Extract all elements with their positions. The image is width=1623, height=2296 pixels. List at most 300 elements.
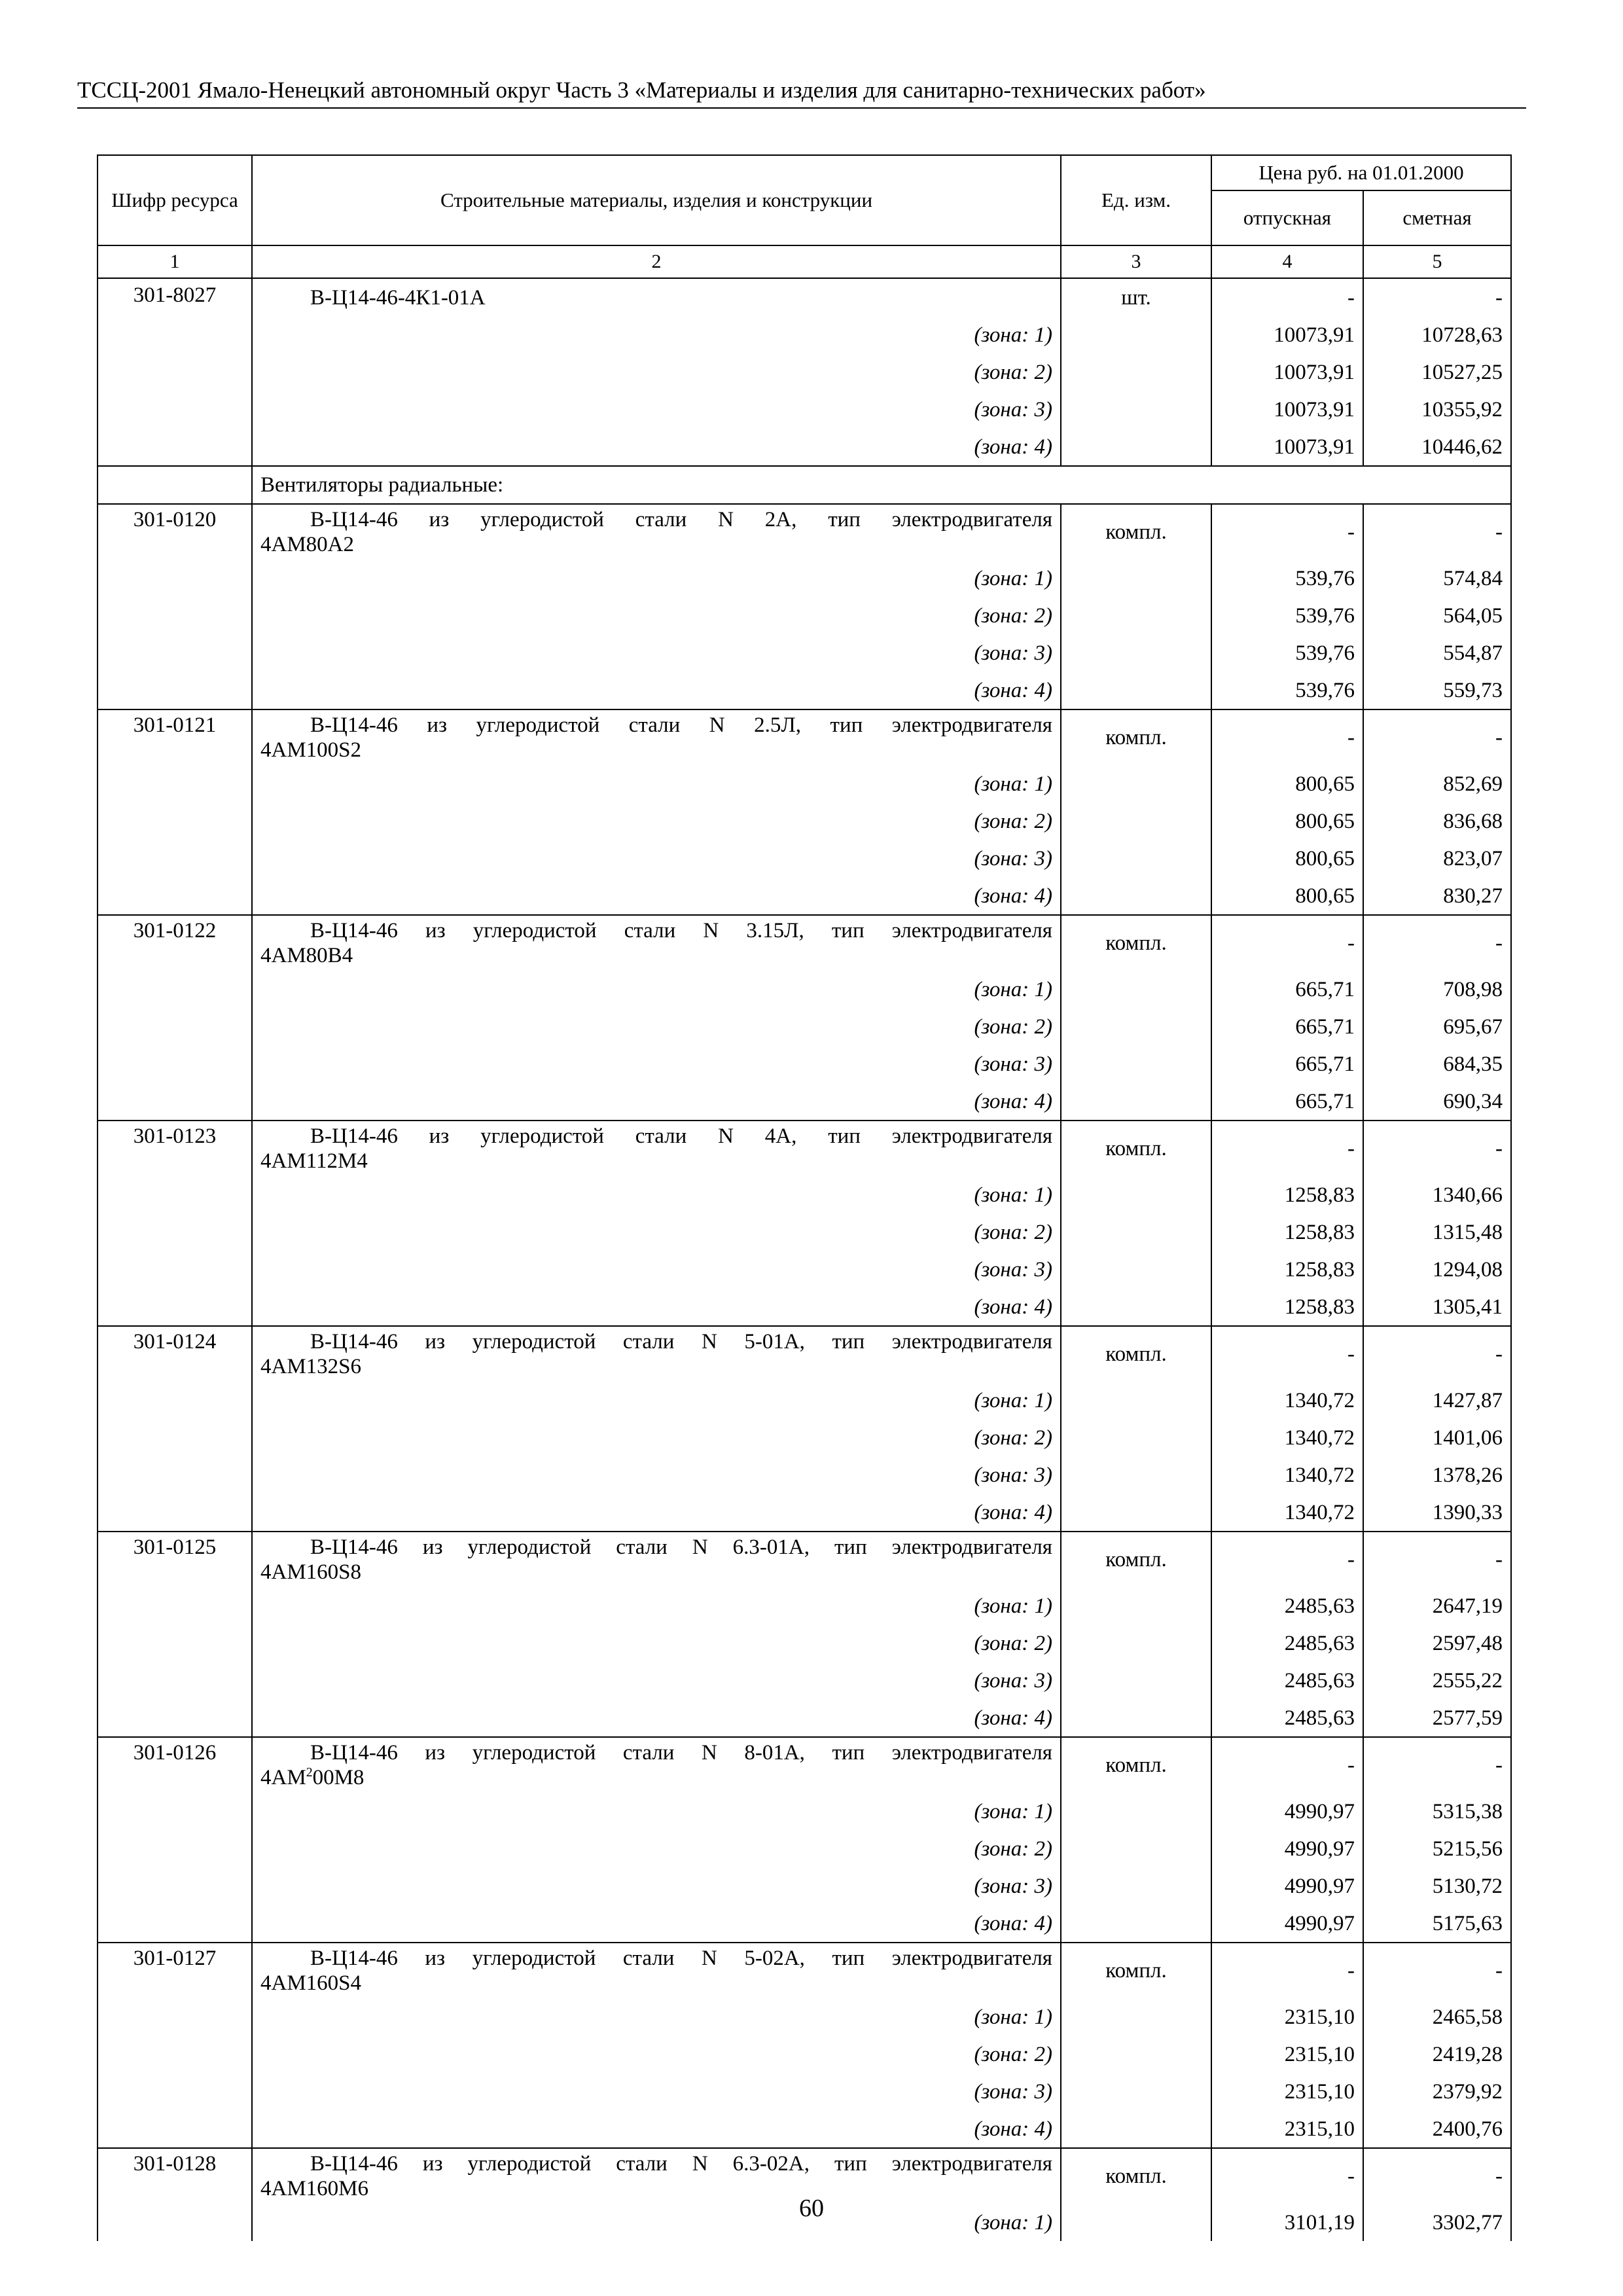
empty-cell [1061,1867,1211,1905]
empty-cell [1061,2110,1211,2148]
release-price: 3101,19 [1211,2204,1363,2241]
estimate-price: - [1363,915,1511,971]
zone-label: (зона: 3) [252,391,1061,428]
empty-cell [1061,840,1211,877]
item-name-line: В-Ц14-46 из углеродистой стали N 6.3-02А, тип электродвигателя [310,2152,1052,2176]
item-name [252,709,1061,765]
estimate-price: 559,73 [1363,672,1511,709]
empty-cell [1061,1998,1211,2036]
empty-cell [1061,1905,1211,1943]
empty-cell [98,971,252,1008]
release-price: - [1211,2148,1363,2204]
zone-label: (зона: 4) [252,2110,1061,2148]
resource-code: 301-0121 [98,709,252,765]
empty-cell [98,1587,252,1624]
empty-cell [1061,634,1211,672]
zone-row [98,1176,1511,1213]
release-price: 2315,10 [1211,1998,1363,2036]
release-price: 800,65 [1211,765,1363,802]
table-row [98,709,1511,765]
zone-row [98,316,1511,353]
empty-cell [1061,1008,1211,1045]
release-price: - [1211,1121,1363,1176]
empty-cell [1061,1382,1211,1419]
zone-row [98,597,1511,634]
empty-cell [1061,2073,1211,2110]
estimate-price: 1340,66 [1363,1176,1511,1213]
zone-label: (зона: 1) [252,765,1061,802]
estimate-price: 10355,92 [1363,391,1511,428]
column-header-price-group: Цена руб. на 01.01.2000 [1211,155,1511,190]
estimate-price: 1315,48 [1363,1213,1511,1251]
release-price: 10073,91 [1211,316,1363,353]
group-row [98,466,1511,504]
item-name [252,1121,1061,1176]
empty-cell [98,2073,252,2110]
unit-of-measure: компл. [1061,915,1211,971]
zone-row [98,1213,1511,1251]
zone-label: (зона: 1) [252,2204,1061,2241]
table-row [98,1737,1511,1793]
zone-row [98,1867,1511,1905]
release-price: - [1211,915,1363,971]
item-name-line: 4АМ112М4 [260,1149,368,1173]
table-body [98,278,1511,2241]
zone-row [98,672,1511,709]
empty-cell [98,1176,252,1213]
resource-code: 301-0126 [98,1737,252,1793]
item-name-line: В-Ц14-46 из углеродистой стали N 5-02А, тип электродвигателя [310,1946,1052,1970]
zone-label: (зона: 1) [252,1382,1061,1419]
release-price: - [1211,504,1363,560]
empty-cell [98,2036,252,2073]
empty-cell [98,840,252,877]
item-name [252,915,1061,971]
zone-row [98,560,1511,597]
empty-cell [1061,353,1211,391]
empty-cell [1061,1288,1211,1326]
zone-row [98,2073,1511,2110]
zone-label: (зона: 1) [252,971,1061,1008]
item-name [252,1943,1061,1998]
release-price: 665,71 [1211,1045,1363,1083]
empty-cell [1061,428,1211,466]
empty-cell [98,428,252,466]
estimate-price: 1305,41 [1363,1288,1511,1326]
zone-row [98,971,1511,1008]
release-price: 4990,97 [1211,1793,1363,1830]
zone-label: (зона: 4) [252,1699,1061,1737]
empty-cell [1061,765,1211,802]
column-header-release: отпускная [1211,190,1363,245]
release-price: - [1211,1943,1363,1998]
zone-label: (зона: 2) [252,802,1061,840]
empty-cell [98,1699,252,1737]
empty-cell [98,353,252,391]
release-price: 2315,10 [1211,2110,1363,2148]
empty-cell [98,1213,252,1251]
estimate-price: 5315,38 [1363,1793,1511,1830]
estimate-price: 10527,25 [1363,353,1511,391]
empty-cell [98,560,252,597]
estimate-price: 2379,92 [1363,2073,1511,2110]
empty-cell [98,1456,252,1494]
estimate-price: - [1363,504,1511,560]
empty-cell [98,1793,252,1830]
resource-code: 301-0125 [98,1532,252,1587]
release-price: - [1211,709,1363,765]
zone-label: (зона: 3) [252,1251,1061,1288]
release-price: 665,71 [1211,1083,1363,1121]
zone-row [98,1456,1511,1494]
estimate-price: 1294,08 [1363,1251,1511,1288]
empty-cell [1061,1830,1211,1867]
empty-cell [1061,316,1211,353]
item-name-line: В-Ц14-46 из углеродистой стали N 2.5Л, тип электродвигателя [310,713,1052,737]
empty-cell [1061,802,1211,840]
empty-cell [1061,1176,1211,1213]
estimate-price: 684,35 [1363,1045,1511,1083]
estimate-price: 2647,19 [1363,1587,1511,1624]
empty-cell [1061,1213,1211,1251]
zone-label: (зона: 1) [252,316,1061,353]
release-price: 1340,72 [1211,1494,1363,1532]
estimate-price: 2400,76 [1363,2110,1511,2148]
release-price: 539,76 [1211,597,1363,634]
estimate-price: 830,27 [1363,877,1511,915]
item-name-line: 4АМ100S2 [260,738,362,762]
item-name-line: В-Ц14-46 из углеродистой стали N 8-01А, тип электродвигателя [310,1741,1052,1765]
resource-code: 301-0123 [98,1121,252,1176]
zone-label: (зона: 3) [252,1867,1061,1905]
item-name-line [260,1765,1052,1790]
empty-cell [1061,1251,1211,1288]
zone-row [98,1083,1511,1121]
item-name [252,1532,1061,1587]
zone-label: (зона: 4) [252,877,1061,915]
column-number: 5 [1363,245,1511,278]
release-price: 665,71 [1211,1008,1363,1045]
estimate-price: 836,68 [1363,802,1511,840]
zone-label: (зона: 2) [252,1008,1061,1045]
release-price: 539,76 [1211,634,1363,672]
zone-row [98,1587,1511,1624]
release-price: - [1211,1532,1363,1587]
table-row [98,1326,1511,1382]
empty-cell [1061,1456,1211,1494]
empty-cell [98,1419,252,1456]
item-name-line: 4АМ132S6 [260,1355,362,1378]
zone-label: (зона: 2) [252,1830,1061,1867]
zone-label: (зона: 1) [252,560,1061,597]
table-row [98,1943,1511,1998]
empty-cell [1061,1419,1211,1456]
zone-label: (зона: 3) [252,1045,1061,1083]
estimate-price: - [1363,1326,1511,1382]
zone-row [98,1624,1511,1662]
item-name-line: 4АМ80В4 [260,944,353,967]
empty-cell [98,1830,252,1867]
column-number: 2 [252,245,1061,278]
empty-cell [98,877,252,915]
column-header-name: Строительные материалы, изделия и конструкции [252,155,1061,245]
release-price: 4990,97 [1211,1867,1363,1905]
empty-cell [98,1494,252,1532]
item-name-line: 4АМ160S8 [260,1560,362,1584]
table-row [98,1532,1511,1587]
unit-of-measure: компл. [1061,709,1211,765]
item-name [252,1737,1061,1793]
release-price: 2315,10 [1211,2073,1363,2110]
estimate-price: 3302,77 [1363,2204,1511,2241]
zone-row [98,1008,1511,1045]
empty-cell [1061,672,1211,709]
zone-label: (зона: 3) [252,840,1061,877]
page-number: 60 [799,2195,824,2222]
release-price: 2485,63 [1211,1662,1363,1699]
zone-label: (зона: 1) [252,1176,1061,1213]
empty-cell [1061,1045,1211,1083]
unit-of-measure: компл. [1061,504,1211,560]
price-table [97,154,1512,2241]
item-name-line: В-Ц14-46 из углеродистой стали N 4А, тип электродвигателя [310,1124,1052,1148]
release-price: 665,71 [1211,971,1363,1008]
estimate-price: 695,67 [1363,1008,1511,1045]
empty-cell [98,1251,252,1288]
release-price: 2485,63 [1211,1624,1363,1662]
release-price: 4990,97 [1211,1830,1363,1867]
zone-row [98,1288,1511,1326]
item-name-line: 4АМ160S4 [260,1971,362,1995]
zone-row [98,1045,1511,1083]
release-price: - [1211,1737,1363,1793]
zone-row [98,765,1511,802]
release-price: 1258,83 [1211,1213,1363,1251]
release-price: 539,76 [1211,672,1363,709]
estimate-price: - [1363,1532,1511,1587]
estimate-price: - [1363,1737,1511,1793]
empty-cell [1061,1793,1211,1830]
estimate-price: 1427,87 [1363,1382,1511,1419]
empty-cell [1061,2036,1211,2073]
release-price: 10073,91 [1211,391,1363,428]
zone-label: (зона: 3) [252,634,1061,672]
column-header-estimate: сметная [1363,190,1511,245]
table-row [98,915,1511,971]
zone-label: (зона: 4) [252,428,1061,466]
unit-of-measure: компл. [1061,2148,1211,2204]
estimate-price: - [1363,1943,1511,1998]
zone-label: (зона: 3) [252,2073,1061,2110]
column-header-code: Шифр ресурса [98,155,252,245]
zone-label: (зона: 4) [252,1494,1061,1532]
zone-row [98,1494,1511,1532]
group-title: Вентиляторы радиальные: [252,466,1511,504]
zone-label: (зона: 2) [252,1213,1061,1251]
release-price: 4990,97 [1211,1905,1363,1943]
zone-label: (зона: 2) [252,597,1061,634]
empty-cell [1061,1494,1211,1532]
table-row [98,504,1511,560]
resource-code: 301-0128 [98,2148,252,2204]
estimate-price: 2597,48 [1363,1624,1511,1662]
unit-of-measure: шт. [1061,278,1211,316]
estimate-price: 10446,62 [1363,428,1511,466]
estimate-price: 554,87 [1363,634,1511,672]
resource-code: 301-0127 [98,1943,252,1998]
empty-cell [1061,560,1211,597]
estimate-price: 2577,59 [1363,1699,1511,1737]
zone-row [98,840,1511,877]
estimate-price: - [1363,2148,1511,2204]
zone-row [98,1419,1511,1456]
estimate-price: 2555,22 [1363,1662,1511,1699]
item-name [252,1326,1061,1382]
zone-label: (зона: 1) [252,1793,1061,1830]
estimate-price: 2419,28 [1363,2036,1511,2073]
estimate-price: 5130,72 [1363,1867,1511,1905]
estimate-price: 5175,63 [1363,1905,1511,1943]
empty-cell [98,1382,252,1419]
empty-cell [98,672,252,709]
item-name-line: В-Ц14-46-4К1-01А [310,285,486,310]
release-price: 1340,72 [1211,1419,1363,1456]
empty-cell [1061,391,1211,428]
estimate-price: 1401,06 [1363,1419,1511,1456]
estimate-price: 2465,58 [1363,1998,1511,2036]
empty-cell [98,1998,252,2036]
empty-cell [98,765,252,802]
empty-cell [98,1662,252,1699]
unit-of-measure: компл. [1061,1121,1211,1176]
release-price: 1258,83 [1211,1251,1363,1288]
empty-cell [1061,597,1211,634]
release-price: 800,65 [1211,802,1363,840]
item-name [252,504,1061,560]
zone-row [98,1382,1511,1419]
item-name [252,278,1061,316]
estimate-price: 10728,63 [1363,316,1511,353]
zone-row [98,2110,1511,2148]
empty-cell [1061,1662,1211,1699]
zone-row [98,391,1511,428]
zone-row [98,1699,1511,1737]
empty-cell [98,466,252,504]
estimate-price: 5215,56 [1363,1830,1511,1867]
unit-of-measure: компл. [1061,1532,1211,1587]
zone-label: (зона: 1) [252,1587,1061,1624]
empty-cell [98,1867,252,1905]
unit-of-measure: компл. [1061,1326,1211,1382]
release-price: 2315,10 [1211,2036,1363,2073]
table-row [98,1121,1511,1176]
resource-code: 301-8027 [98,278,252,316]
empty-cell [98,1624,252,1662]
zone-row [98,1662,1511,1699]
empty-cell [1061,877,1211,915]
resource-code: 301-0122 [98,915,252,971]
zone-row [98,2036,1511,2073]
zone-label: (зона: 2) [252,1624,1061,1662]
item-name-superscript: 2 [306,1765,313,1780]
column-number: 4 [1211,245,1363,278]
empty-cell [98,1905,252,1943]
zone-label: (зона: 2) [252,353,1061,391]
estimate-price: 708,98 [1363,971,1511,1008]
release-price: 1258,83 [1211,1288,1363,1326]
release-price: 1258,83 [1211,1176,1363,1213]
table-row [98,278,1511,316]
empty-cell [98,1288,252,1326]
empty-cell [1061,1083,1211,1121]
item-name-line: В-Ц14-46 из углеродистой стали N 6.3-01А, тип электродвигателя [310,1535,1052,1559]
zone-row [98,428,1511,466]
estimate-price: 1378,26 [1363,1456,1511,1494]
resource-code: 301-0120 [98,504,252,560]
zone-row [98,1830,1511,1867]
item-name-line: В-Ц14-46 из углеродистой стали N 3.15Л, тип электродвигателя [310,919,1052,942]
release-price: 539,76 [1211,560,1363,597]
column-header-unit: Ед. изм. [1061,155,1211,245]
column-number: 1 [98,245,252,278]
unit-of-measure: компл. [1061,1943,1211,1998]
estimate-price: 852,69 [1363,765,1511,802]
zone-label: (зона: 2) [252,2036,1061,2073]
empty-cell [98,802,252,840]
estimate-price: 823,07 [1363,840,1511,877]
empty-cell [1061,1587,1211,1624]
estimate-price: 690,34 [1363,1083,1511,1121]
empty-cell [1061,971,1211,1008]
item-name-line: В-Ц14-46 из углеродистой стали N 2А, тип электродвигателя [310,508,1052,531]
release-price: - [1211,278,1363,316]
estimate-price: 564,05 [1363,597,1511,634]
release-price: 800,65 [1211,877,1363,915]
empty-cell [98,2110,252,2148]
empty-cell [1061,1699,1211,1737]
estimate-price: 574,84 [1363,560,1511,597]
empty-cell [98,316,252,353]
zone-row [98,353,1511,391]
zone-label: (зона: 3) [252,1662,1061,1699]
empty-cell [98,391,252,428]
item-name-line: 4АМ80А2 [260,533,355,556]
estimate-price: - [1363,278,1511,316]
zone-label: (зона: 2) [252,1419,1061,1456]
zone-row [98,634,1511,672]
zone-row [98,802,1511,840]
unit-of-measure: компл. [1061,1737,1211,1793]
zone-label: (зона: 4) [252,672,1061,709]
table-header [98,155,1511,278]
empty-cell [98,597,252,634]
item-name-line: В-Ц14-46 из углеродистой стали N 5-01А, тип электродвигателя [310,1330,1052,1354]
release-price: 10073,91 [1211,353,1363,391]
release-price: 800,65 [1211,840,1363,877]
resource-code: 301-0124 [98,1326,252,1382]
zone-row [98,877,1511,915]
zone-row [98,1793,1511,1830]
release-price: - [1211,1326,1363,1382]
item-name-line: 4АМ160М6 [260,2177,369,2200]
zone-label: (зона: 3) [252,1456,1061,1494]
column-number: 3 [1061,245,1211,278]
estimate-price: - [1363,709,1511,765]
release-price: 2485,63 [1211,1699,1363,1737]
zone-label: (зона: 1) [252,1998,1061,2036]
zone-label: (зона: 4) [252,1905,1061,1943]
release-price: 2485,63 [1211,1587,1363,1624]
